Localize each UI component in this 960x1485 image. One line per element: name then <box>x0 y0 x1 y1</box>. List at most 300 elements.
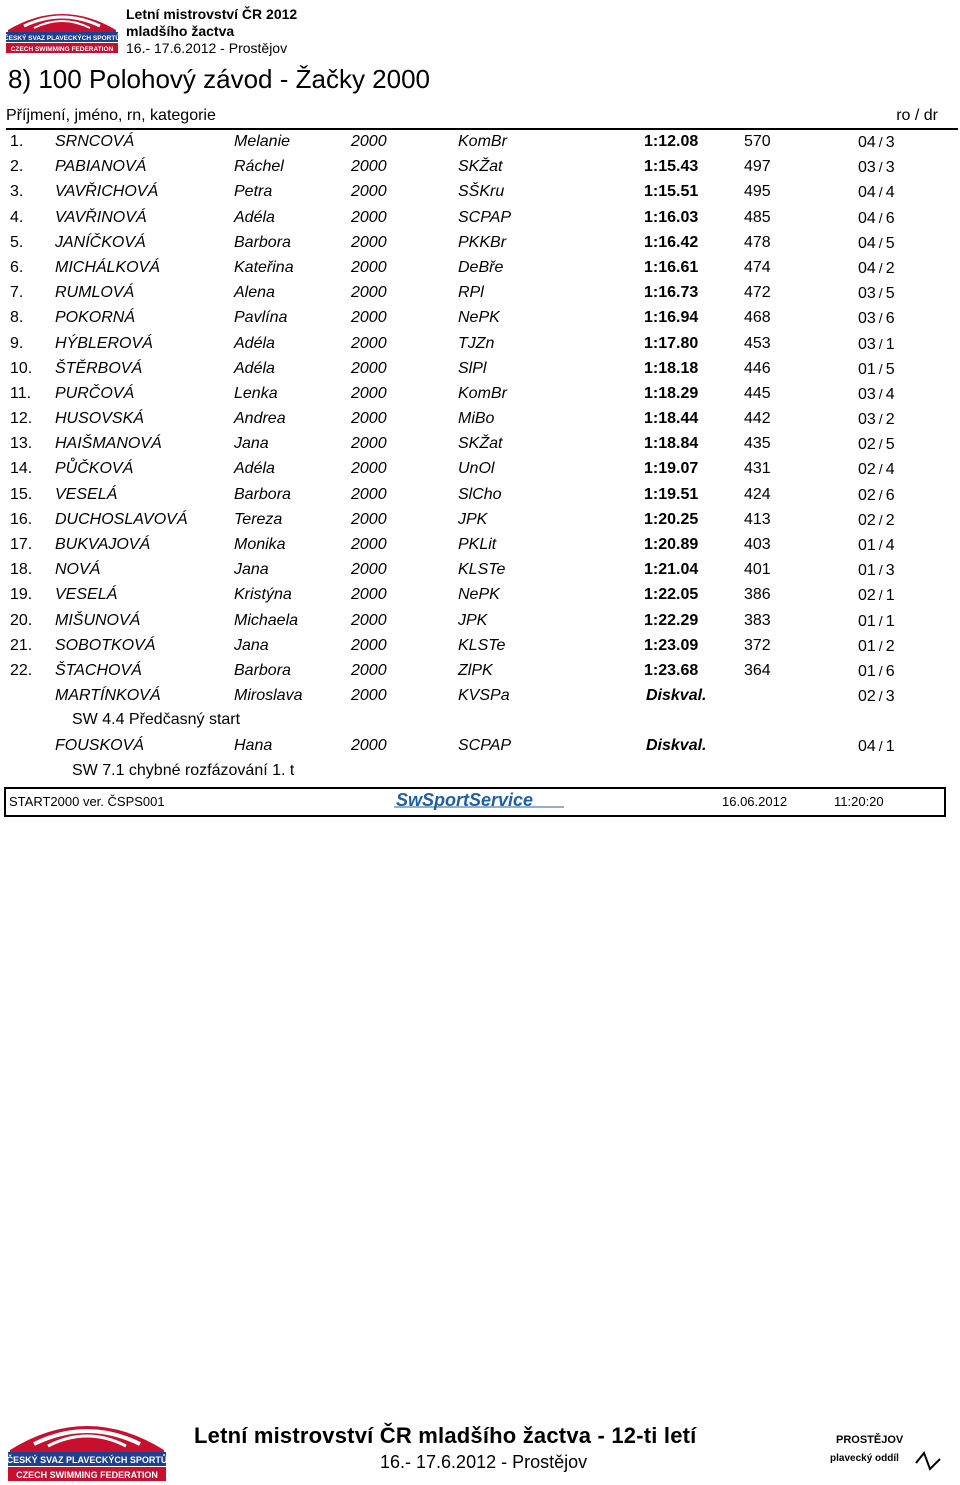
bottom-logo-text-top: ČESKÝ SVAZ PLAVECKÝCH SPORTŮ <box>6 1455 168 1465</box>
heat-number: 01 <box>858 662 876 680</box>
logo-text-top: ČESKÝ SVAZ PLAVECKÝCH SPORTŮ <box>4 35 120 42</box>
heat-number: 04 <box>858 259 876 277</box>
slash-separator: / <box>878 688 883 705</box>
club: JPK <box>458 611 488 629</box>
club: UnOl <box>458 460 495 478</box>
lane-number: 2 <box>885 637 895 655</box>
swim-time: 1:20.25 <box>644 510 699 528</box>
first-name: Adéla <box>234 208 275 226</box>
heat-lane <box>858 736 895 757</box>
surname: HÝBLEROVÁ <box>55 334 153 352</box>
first-name: Kateřina <box>234 258 294 276</box>
first-name: Barbora <box>234 661 291 679</box>
slash-separator: / <box>878 436 883 453</box>
slash-separator: / <box>878 360 883 377</box>
birth-year: 2000 <box>351 435 387 453</box>
rank: 3. <box>10 183 24 201</box>
lane-number: 4 <box>885 537 895 554</box>
first-name: Barbora <box>234 485 291 503</box>
birth-year: 2000 <box>351 334 387 352</box>
birth-year: 2000 <box>351 410 387 428</box>
heat-lane <box>858 283 895 304</box>
result-row <box>0 281 960 306</box>
lane-number: 2 <box>885 511 895 529</box>
prostejov-club-logo <box>820 1415 944 1477</box>
surname: NOVÁ <box>55 561 101 579</box>
points: 435 <box>744 435 771 453</box>
slash-separator: / <box>878 134 883 150</box>
swim-time: 1:16.42 <box>644 233 699 251</box>
cssps-logo <box>4 4 120 54</box>
club: SKŽat <box>458 158 503 176</box>
slash-separator: / <box>878 209 883 226</box>
lane-number: 5 <box>885 234 895 252</box>
bottom-date: 16.- 17.6.2012 - Prostějov <box>380 1452 588 1472</box>
lane-number: 5 <box>885 436 895 454</box>
points: 431 <box>744 460 771 478</box>
swim-time: 1:16.61 <box>644 258 699 276</box>
first-name: Barbora <box>234 233 291 251</box>
swim-time: 1:19.51 <box>644 485 699 503</box>
club: PKLit <box>458 536 497 553</box>
club: KVSPa <box>458 687 510 705</box>
points: 372 <box>744 636 771 654</box>
heat-number: 03 <box>858 411 876 429</box>
column-header-left: Příjmení, jméno, rn, kategorie <box>6 107 216 124</box>
surname: POKORNÁ <box>55 309 136 327</box>
bottom-logo-text-bottom: CZECH SWIMMING FEDERATION <box>16 1470 158 1480</box>
swim-time: 1:15.51 <box>644 183 699 201</box>
birth-year: 2000 <box>351 133 387 150</box>
lane-number: 6 <box>885 662 895 680</box>
surname: ŠTACHOVÁ <box>55 661 142 679</box>
club: SCPAP <box>458 208 512 226</box>
slash-separator: / <box>878 335 883 352</box>
heat-number: 02 <box>858 461 876 479</box>
birth-year: 2000 <box>351 636 387 654</box>
points: 497 <box>744 158 771 176</box>
points: 474 <box>744 258 771 276</box>
surname: SOBOTKOVÁ <box>55 636 156 654</box>
surname: DUCHOSLAVOVÁ <box>55 510 188 528</box>
first-name: Pavlína <box>234 309 288 327</box>
header-text <box>126 6 297 57</box>
heat-lane <box>858 611 895 632</box>
heat-lane <box>858 510 895 531</box>
heat-lane <box>858 560 895 581</box>
rank: 15. <box>10 485 33 503</box>
heat-number: 03 <box>858 285 876 303</box>
first-name: Adéla <box>234 359 275 377</box>
lane-number: 4 <box>885 385 895 403</box>
logo-text-bottom: CZECH SWIMMING FEDERATION <box>10 46 114 53</box>
first-name: Andrea <box>234 410 286 428</box>
club: SlCho <box>458 485 502 503</box>
first-name: Ráchel <box>234 158 284 176</box>
heat-number: 03 <box>858 310 876 328</box>
heat-lane <box>858 535 895 556</box>
heat-number: 04 <box>858 134 876 151</box>
heat-lane <box>858 132 895 153</box>
points: 485 <box>744 208 771 226</box>
surname: ŠTĚRBOVÁ <box>55 359 143 377</box>
swim-time: 1:21.04 <box>644 561 699 579</box>
surname: MICHÁLKOVÁ <box>55 258 160 276</box>
lane-number: 6 <box>885 310 895 328</box>
result-row <box>0 180 960 205</box>
club: PKKBr <box>458 233 507 251</box>
footer-time: 11:20:20 <box>834 794 884 809</box>
heat-number: 03 <box>858 385 876 403</box>
heat-number: 01 <box>858 612 876 630</box>
points: 386 <box>744 586 771 604</box>
club: MiBo <box>458 410 495 428</box>
lane-number: 3 <box>885 562 895 580</box>
lane-number: 6 <box>885 209 895 227</box>
birth-year: 2000 <box>351 384 387 402</box>
slash-separator: / <box>878 259 883 276</box>
heat-lane <box>858 258 895 279</box>
slash-separator: / <box>878 537 883 553</box>
footer-program: START2000 ver. ČSPS001 <box>9 794 165 809</box>
heat-lane <box>858 485 895 506</box>
heat-lane <box>858 308 895 329</box>
first-name: Melanie <box>234 133 291 150</box>
slash-separator: / <box>878 411 883 428</box>
result-row <box>0 407 960 432</box>
rank: 9. <box>10 334 24 352</box>
heat-lane <box>858 182 895 203</box>
slash-separator: / <box>878 285 883 302</box>
header-line2: mladšího žactva <box>126 23 235 39</box>
result-row <box>0 659 960 684</box>
lane-number: 1 <box>885 587 895 605</box>
birth-year: 2000 <box>351 208 387 226</box>
first-name: Tereza <box>234 510 283 528</box>
heat-lane <box>858 157 895 178</box>
heat-number: 04 <box>858 738 876 756</box>
surname: PŮČKOVÁ <box>55 460 134 478</box>
slash-separator: / <box>878 662 883 679</box>
event-title: 8) 100 Polohový závod - Žačky 2000 <box>8 64 431 94</box>
footer-date: 16.06.2012 <box>722 794 788 809</box>
points: 383 <box>744 611 771 629</box>
column-header-right: ro / dr <box>896 107 938 124</box>
result-row <box>0 155 960 180</box>
footer-box <box>4 787 946 817</box>
club: KomBr <box>458 384 507 402</box>
heat-number: 02 <box>858 486 876 504</box>
surname: FOUSKOVÁ <box>55 737 144 755</box>
points: 468 <box>744 309 771 327</box>
birth-year: 2000 <box>351 309 387 327</box>
points: 495 <box>744 183 771 201</box>
column-header <box>6 106 958 130</box>
points: 446 <box>744 359 771 377</box>
club: SKŽat <box>458 435 503 453</box>
birth-year: 2000 <box>351 510 387 528</box>
heat-lane <box>858 636 895 657</box>
club: TJZn <box>458 334 495 352</box>
swim-time: 1:16.94 <box>644 309 699 327</box>
club: NePK <box>458 309 500 327</box>
slash-separator: / <box>878 738 883 755</box>
rank: 17. <box>10 536 33 553</box>
points: 364 <box>744 661 771 679</box>
surname: HUSOVSKÁ <box>55 410 144 428</box>
rank: 10. <box>10 359 33 377</box>
heat-number: 01 <box>858 360 876 378</box>
result-row <box>0 457 960 482</box>
points: 445 <box>744 384 771 402</box>
lane-number: 1 <box>885 335 895 353</box>
points: 401 <box>744 561 771 579</box>
heat-number: 04 <box>858 184 876 202</box>
birth-year: 2000 <box>351 460 387 478</box>
swim-time: 1:18.29 <box>644 384 699 402</box>
heat-number: 03 <box>858 159 876 177</box>
rank: 14. <box>10 460 33 478</box>
heat-lane <box>858 434 895 455</box>
rank: 19. <box>10 586 33 604</box>
cssps-logo-bottom <box>6 1410 168 1482</box>
rank: 6. <box>10 258 24 276</box>
heat-number: 03 <box>858 335 876 353</box>
first-name: Alena <box>234 284 275 302</box>
birth-year: 2000 <box>351 183 387 201</box>
result-row <box>0 382 960 407</box>
swim-time: 1:18.84 <box>644 435 699 453</box>
heat-number: 01 <box>858 537 876 554</box>
birth-year: 2000 <box>351 561 387 579</box>
birth-year: 2000 <box>351 586 387 604</box>
rank: 2. <box>10 158 24 176</box>
lane-number: 5 <box>885 285 895 303</box>
sponsor-text: SwSportService <box>396 791 534 810</box>
rank: 18. <box>10 561 33 579</box>
result-row <box>0 432 960 457</box>
result-row <box>0 533 960 558</box>
surname: JANÍČKOVÁ <box>55 233 146 251</box>
result-row <box>0 583 960 608</box>
heat-number: 01 <box>858 562 876 580</box>
slash-separator: / <box>878 461 883 478</box>
birth-year: 2000 <box>351 536 387 553</box>
result-row <box>0 483 960 508</box>
first-name: Jana <box>234 561 269 579</box>
surname: VAVŘINOVÁ <box>55 208 147 226</box>
lane-number: 3 <box>885 159 895 177</box>
swim-time: 1:20.89 <box>644 536 699 553</box>
surname: RUMLOVÁ <box>55 284 135 302</box>
heat-lane <box>858 208 895 229</box>
dsq-reason: SW 4.4 Předčasný start <box>72 711 241 729</box>
club-logo-line2: plavecký oddíl <box>830 1453 899 1464</box>
results-list <box>0 130 960 785</box>
club: KLSTe <box>458 636 506 654</box>
surname: HAIŠMANOVÁ <box>55 435 162 453</box>
birth-year: 2000 <box>351 737 387 755</box>
slash-separator: / <box>878 310 883 327</box>
result-row <box>0 130 960 155</box>
first-name: Monika <box>234 536 286 553</box>
points: 424 <box>744 485 771 503</box>
surname: MARTÍNKOVÁ <box>55 687 161 705</box>
first-name: Petra <box>234 183 273 201</box>
heat-number: 02 <box>858 436 876 454</box>
birth-year: 2000 <box>351 258 387 276</box>
first-name: Hana <box>234 737 273 755</box>
club: SlPl <box>458 359 487 377</box>
club: KLSTe <box>458 561 506 579</box>
dsq-row <box>0 734 960 759</box>
swim-time: 1:15.43 <box>644 158 699 176</box>
points: 413 <box>744 510 771 528</box>
first-name: Kristýna <box>234 586 292 604</box>
first-name: Adéla <box>234 460 275 478</box>
swim-time: 1:18.18 <box>644 359 699 377</box>
slash-separator: / <box>878 612 883 629</box>
lane-number: 2 <box>885 411 895 429</box>
heat-lane <box>858 459 895 480</box>
rank: 8. <box>10 309 24 327</box>
bottom-title: Letní mistrovství ČR mladšího žactva - 12-ti letí <box>194 1423 697 1448</box>
slash-separator: / <box>878 637 883 654</box>
heat-lane <box>858 233 895 254</box>
rank: 7. <box>10 284 24 302</box>
first-name: Miroslava <box>234 687 303 705</box>
first-name: Michaela <box>234 611 299 629</box>
birth-year: 2000 <box>351 233 387 251</box>
slash-separator: / <box>878 385 883 402</box>
swim-time: 1:19.07 <box>644 460 699 478</box>
surname: VAVŘICHOVÁ <box>55 183 159 201</box>
rank: 21. <box>10 636 33 654</box>
heat-number: 04 <box>858 234 876 252</box>
rank: 5. <box>10 233 24 251</box>
heat-lane <box>858 384 895 405</box>
lane-number: 6 <box>885 486 895 504</box>
result-row <box>0 609 960 634</box>
dsq-reason: SW 7.1 chybné rozfázování 1. t <box>72 761 295 779</box>
slash-separator: / <box>878 486 883 503</box>
swim-time: 1:12.08 <box>644 133 699 150</box>
result-row <box>0 634 960 659</box>
surname: VESELÁ <box>55 485 118 503</box>
surname: SRNCOVÁ <box>55 133 135 150</box>
surname: PABIANOVÁ <box>55 158 147 176</box>
heat-number: 02 <box>858 511 876 529</box>
surname: VESELÁ <box>55 586 118 604</box>
slash-separator: / <box>878 159 883 176</box>
points: 403 <box>744 536 771 553</box>
heat-lane <box>858 661 895 682</box>
lane-number: 3 <box>885 134 895 151</box>
birth-year: 2000 <box>351 485 387 503</box>
points: 453 <box>744 334 771 352</box>
surname: PURČOVÁ <box>55 384 135 402</box>
swim-time: 1:17.80 <box>644 334 699 352</box>
lane-number: 5 <box>885 360 895 378</box>
result-row <box>0 558 960 583</box>
birth-year: 2000 <box>351 158 387 176</box>
rank: 16. <box>10 510 33 528</box>
dsq-reason-row <box>0 709 960 734</box>
club-logo-line1: PROSTĚJOV <box>836 1434 904 1446</box>
rank: 20. <box>10 611 33 629</box>
points: 478 <box>744 233 771 251</box>
first-name: Adéla <box>234 334 275 352</box>
rank: 22. <box>10 661 33 679</box>
swim-time: 1:23.68 <box>644 661 699 679</box>
club: SCPAP <box>458 737 512 755</box>
first-name: Lenka <box>234 384 278 402</box>
result-row <box>0 306 960 331</box>
rank: 1. <box>10 133 24 150</box>
club: SŠKru <box>458 183 505 201</box>
dsq-row <box>0 684 960 709</box>
rank: 13. <box>10 435 33 453</box>
birth-year: 2000 <box>351 661 387 679</box>
rank: 4. <box>10 208 24 226</box>
result-row <box>0 256 960 281</box>
club: RPl <box>458 284 484 302</box>
surname: MIŠUNOVÁ <box>55 611 141 629</box>
heat-lane <box>858 334 895 355</box>
heat-lane <box>858 409 895 430</box>
heat-number: 01 <box>858 637 876 655</box>
club: JPK <box>458 510 488 528</box>
points: 442 <box>744 410 771 428</box>
points: 570 <box>744 133 771 150</box>
swim-time: 1:22.29 <box>644 611 699 629</box>
result-row <box>0 231 960 256</box>
rank: 12. <box>10 410 33 428</box>
swim-time: 1:23.09 <box>644 636 699 654</box>
swim-time: 1:16.03 <box>644 208 699 226</box>
first-name: Jana <box>234 636 269 654</box>
header-line1: Letní mistrovství ČR 2012 <box>126 6 298 22</box>
birth-year: 2000 <box>351 687 387 705</box>
slash-separator: / <box>878 587 883 604</box>
result-row <box>0 206 960 231</box>
slash-separator: / <box>878 511 883 528</box>
slash-separator: / <box>878 234 883 251</box>
lane-number: 1 <box>885 738 895 756</box>
heat-lane <box>858 585 895 606</box>
heat-number: 02 <box>858 587 876 605</box>
dsq-reason-row <box>0 760 960 785</box>
header-line3: 16.- 17.6.2012 - Prostějov <box>126 40 288 56</box>
birth-year: 2000 <box>351 611 387 629</box>
result-row <box>0 357 960 382</box>
points: 472 <box>744 284 771 302</box>
club: KomBr <box>458 133 507 150</box>
heat-number: 04 <box>858 209 876 227</box>
surname: BUKVAJOVÁ <box>55 536 151 553</box>
result-row <box>0 508 960 533</box>
swsport-logo <box>394 791 564 813</box>
slash-separator: / <box>878 184 883 201</box>
lane-number: 4 <box>885 461 895 479</box>
first-name: Jana <box>234 435 269 453</box>
swim-time: 1:16.73 <box>644 284 699 302</box>
club: DeBře <box>458 258 504 276</box>
swim-time: 1:22.05 <box>644 586 699 604</box>
heat-lane <box>858 359 895 380</box>
lane-number: 1 <box>885 612 895 630</box>
swim-time: 1:18.44 <box>644 410 699 428</box>
